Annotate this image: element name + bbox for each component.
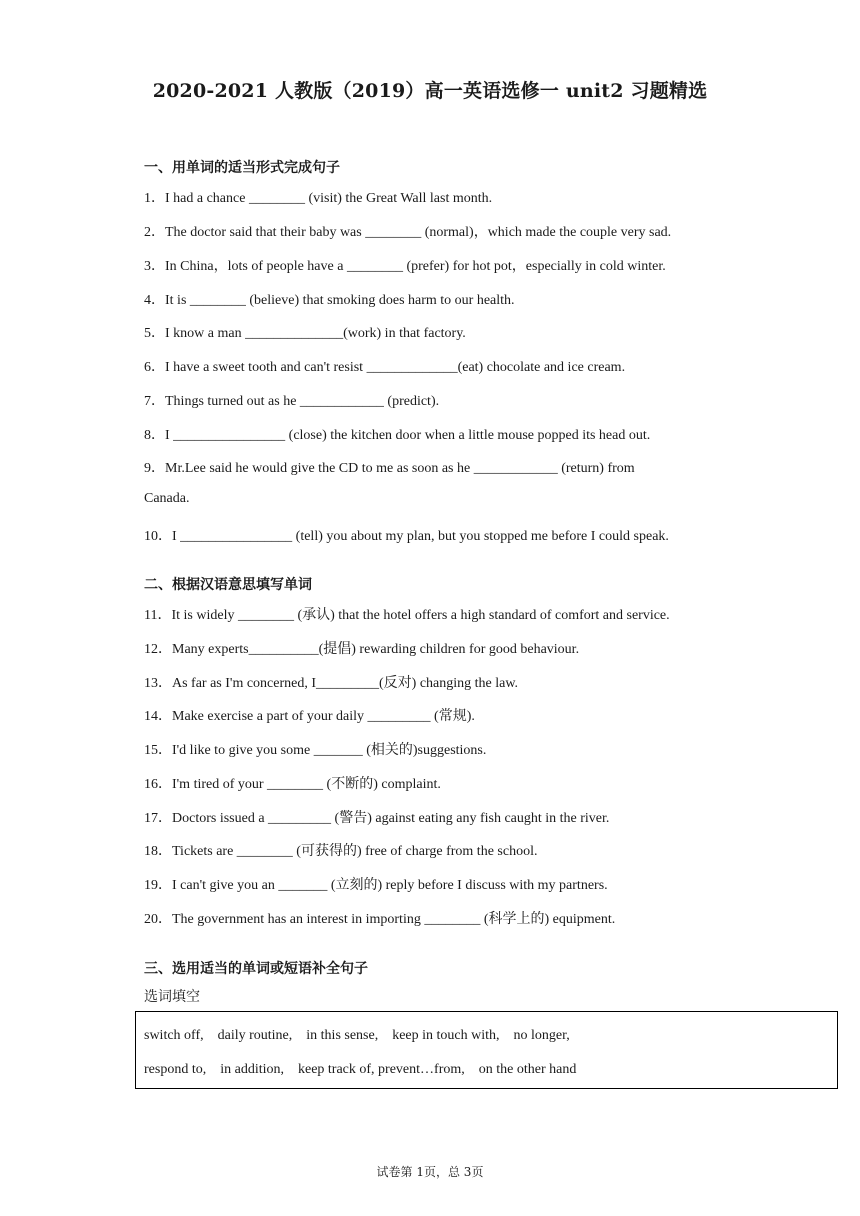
page-title: 2020-2021 人教版（2019）高一英语选修一 unit2 习题精选: [152, 80, 708, 102]
word-bank-label: 选词填空: [144, 989, 200, 1005]
question-7: 7．Things turned out as he ____________ (predict).: [144, 394, 440, 409]
question-11: 11．It is widely ________ (承认) that the hotel offers a high standard of comfort and service.: [144, 608, 670, 623]
question-17: 17．Doctors issued a _________ (警告) against eating any fish caught in the river.: [144, 811, 610, 826]
section3-heading: 三、选用适当的单词或短语补全句子: [144, 961, 368, 977]
question-10: 10．I ________________ (tell) you about my plan, but you stopped me before I could speak.: [144, 529, 669, 544]
question-6: 6．I have a sweet tooth and can't resist _____________(eat) chocolate and ice cream.: [144, 360, 626, 375]
question-16: 16．I'm tired of your ________ (不断的) complaint.: [144, 777, 441, 792]
section1-heading: 一、用单词的适当形式完成句子: [144, 160, 340, 176]
question-14: 14．Make exercise a part of your daily _________ (常规).: [144, 709, 475, 724]
question-12: 12．Many experts__________(提倡) rewarding children for good behaviour.: [144, 642, 580, 657]
question-13: 13．As far as I'm concerned, I_________(反对) changing the law.: [144, 676, 519, 691]
question-20: 20．The government has an interest in importing ________ (科学上的) equipment.: [144, 912, 616, 927]
word-bank-row-2: respond to, in addition, keep track of, prevent…from, on the other hand: [144, 1062, 577, 1077]
question-8: 8．I ________________ (close) the kitchen door when a little mouse popped its head out.: [144, 428, 651, 443]
section2-heading: 二、根据汉语意思填写单词: [144, 577, 312, 593]
page-footer: 试卷第 1页，总 3页: [376, 1165, 484, 1179]
word-bank-box: [135, 1011, 838, 1089]
word-bank-row-1: switch off, daily routine, in this sense, keep in touch with, no longer,: [144, 1028, 570, 1043]
question-3: 3．In China，lots of people have a ________ (prefer) for hot pot，especially in cold winter.: [144, 259, 666, 274]
question-15: 15．I'd like to give you some _______ (相关的)suggestions.: [144, 743, 487, 758]
question-9-continued: Canada.: [144, 491, 190, 506]
question-9: 9．Mr.Lee said he would give the CD to me as soon as he ____________ (return) from: [144, 461, 635, 476]
question-5: 5．I know a man ______________(work) in that factory.: [144, 326, 466, 341]
question-18: 18．Tickets are ________ (可获得的) free of charge from the school.: [144, 844, 538, 859]
question-1: 1．I had a chance ________ (visit) the Great Wall last month.: [144, 191, 493, 206]
question-4: 4．It is ________ (believe) that smoking does harm to our health.: [144, 293, 515, 308]
question-2: 2．The doctor said that their baby was ________ (normal)，which made the couple very sad.: [144, 225, 672, 240]
question-19: 19．I can't give you an _______ (立刻的) reply before I discuss with my partners.: [144, 878, 608, 893]
